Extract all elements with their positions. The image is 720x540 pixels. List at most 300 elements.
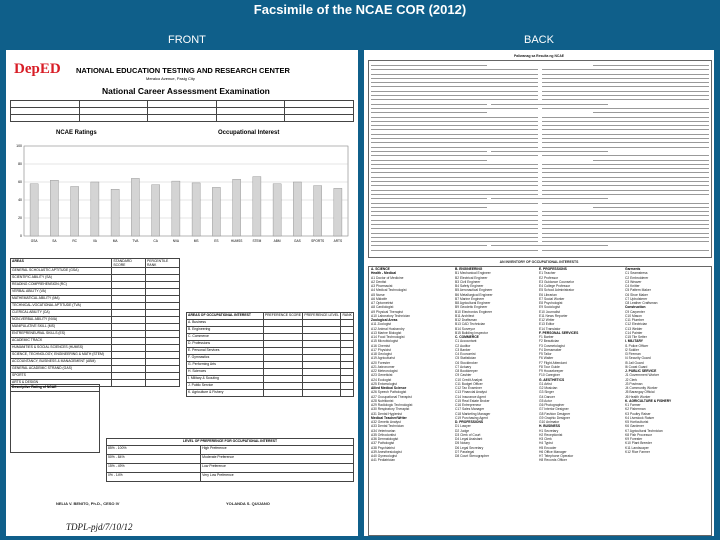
bar — [172, 181, 180, 236]
table-row — [11, 331, 180, 338]
back-box-title: Paliwanag sa Resulta ng NCAE — [513, 54, 565, 58]
bar — [334, 188, 342, 236]
inventory-item: J3 Postman — [625, 381, 643, 386]
inventory-item: B14 Surveyor — [455, 326, 475, 331]
interest-area-name: K. Agriculture & Fishery — [187, 390, 264, 397]
table-row — [187, 320, 354, 327]
inventory-item: B6 Metallurgical Engineer — [455, 292, 493, 297]
inventory-item: K12 Rice Farmer — [625, 449, 650, 454]
inventory-item: A34 Veterinarian — [371, 428, 396, 433]
table-row — [11, 345, 180, 352]
interest-area-name: D. Professions — [187, 341, 264, 348]
logo-text: DepED — [14, 61, 61, 77]
table-row — [11, 359, 180, 366]
inventory-item: I4 Security Guard — [625, 356, 651, 361]
inventory-item: G10 Animator — [539, 420, 560, 424]
y-tick-label: 60 — [18, 180, 22, 184]
inventory-item: K4 Livestock Raiser — [625, 415, 655, 420]
inventory-item: C14 Painter — [625, 330, 643, 335]
inventory-item: E13 Editor — [539, 322, 555, 327]
bar — [233, 179, 241, 236]
inventory-item: G1 Artist — [539, 381, 552, 386]
inventory-item: A25 Entomologist — [371, 381, 397, 386]
inventory-item: G8 Fashion Designer — [539, 411, 571, 416]
inventory-item: C13 Welder — [625, 326, 643, 331]
inventory-item: B12 Draftsman — [455, 318, 477, 322]
inventory-item: A17 Physicist — [371, 347, 391, 352]
inventory-item: E11 News Reporter — [539, 313, 568, 318]
inventory-item: C11 Budget Officer — [455, 381, 483, 386]
front-sheet — [6, 50, 358, 536]
table-row — [11, 352, 180, 359]
level-label: High Preference — [201, 446, 354, 455]
inventory-item: J2 Clerk — [625, 377, 638, 382]
inventory-item: J5 Barangay Official — [625, 390, 655, 395]
inventory-item: Health - Medical — [371, 271, 397, 276]
deped-logo — [14, 60, 61, 100]
inventory-item: C16 Entrepreneur — [455, 403, 482, 407]
x-tick-label: ES — [214, 239, 219, 243]
back-sheet — [364, 50, 714, 536]
table-row — [187, 334, 354, 341]
x-tick-label: ABM — [273, 239, 281, 243]
level-label: Very Low Preference — [201, 473, 354, 482]
inventory-item: D3 Clerk of Court — [455, 432, 481, 437]
inventory-item: D2 Judge — [455, 428, 470, 433]
inventory-item: C1 Seamstress — [625, 271, 648, 276]
inventory-item: A37 Pathologist — [371, 441, 395, 446]
inventory-item: D6 Legal Secretary — [455, 445, 484, 450]
table-row — [11, 282, 180, 289]
area-name: READING COMPREHENSION (RC) — [11, 282, 112, 289]
inventory-item: E7 Social Worker — [539, 296, 565, 301]
bar — [293, 182, 301, 236]
inventory-item: A33 Dental Technician — [371, 424, 404, 429]
inventory-item: A30 Respiratory Therapist — [371, 407, 410, 412]
interest-area-name: J. Public Service — [187, 383, 264, 390]
area-name: HUMANITIES & SOCIAL SCIENCES (HUMSS) — [11, 345, 112, 352]
inventory-item: Allied Medical Science — [371, 386, 407, 390]
inventory-item: C17 Sales Manager — [455, 407, 485, 412]
inventory-item: C13 Financial Analyst — [455, 390, 487, 395]
inventory-item: B11 Architect — [455, 313, 475, 318]
y-tick-label: 20 — [18, 216, 22, 220]
inventory-item: C7 Actuary — [455, 364, 472, 369]
bar — [50, 180, 58, 236]
area-name: ENTREPRENEURIAL SKILLS (ES) — [11, 331, 112, 338]
inventory-item: F4 Dressmaker — [539, 347, 562, 352]
x-tick-label: VA — [92, 239, 97, 243]
inventory-item: E6 Librarian — [539, 292, 557, 297]
interest-area-name: A. Business — [187, 320, 264, 327]
table-row — [11, 275, 180, 282]
inventory-item: K5 Horticulturist — [625, 420, 649, 424]
inventory-item: F8 Tour Guide — [539, 364, 560, 369]
inventory-item: C1 Accountant — [455, 339, 477, 344]
inventory-item: I1 Police Officer — [625, 343, 649, 348]
inventory-item: E1 Teacher — [539, 271, 556, 276]
inventory-item: A19 Agriculturist — [371, 356, 395, 361]
inventory-item: C10 Mason — [625, 313, 642, 318]
interest-area-name: G. Performing Arts — [187, 362, 264, 369]
inventory-item: A6 Midwife — [371, 296, 388, 301]
footer-code: TDPL-pjd/7/10/12 — [66, 522, 133, 532]
inventory-item: A28 Nutritionist — [371, 398, 394, 403]
inventory-item: D. PROFESSIONS — [455, 420, 484, 424]
percentile-header: PERCENTILE RANK — [145, 259, 179, 268]
inventory-item: E3 Guidance Counselor — [539, 279, 575, 284]
inventory-item: C15 Real Estate Broker — [455, 398, 490, 403]
y-tick-label: 0 — [20, 234, 22, 238]
inventory-item: B8 Agricultural Engineer — [455, 301, 491, 305]
area-name: GENERAL SCHOLASTIC APTITUDE (GSA) — [11, 268, 112, 275]
inventory-item: H7 Telephone Operator — [539, 454, 574, 458]
inventory-item: C6 Stockbroker — [455, 360, 478, 365]
interest-area-name: E. Personal Services — [187, 348, 264, 355]
inventory-item: B4 Safety Engineer — [455, 284, 484, 288]
interest-area-name: F. Gymnastics — [187, 355, 264, 362]
inventory-item: C7 Upholsterer — [625, 296, 648, 301]
inventory-item: C9 Carpenter — [625, 309, 645, 314]
inventory-item: F10 Caregiver — [539, 373, 560, 378]
inventory-item: D4 Legal Assistant — [455, 437, 483, 441]
inventory-item: E14 Translator — [539, 326, 561, 331]
x-tick-label: TVA — [132, 239, 139, 243]
inventory-col-2 — [455, 267, 537, 458]
inventory-item: A26 Speech Pathologist — [371, 390, 407, 395]
inventory-item: H2 Receptionist — [539, 432, 563, 437]
inventory-item: D7 Paralegal — [455, 449, 475, 454]
inventory-item: A15 Microbiologist — [371, 339, 398, 344]
table-row — [11, 289, 180, 296]
inventory-item: H6 Office Manager — [539, 449, 567, 454]
table-row — [107, 446, 354, 455]
inventory-title: AN INVENTORY OF OCCUPATIONAL INTERESTS — [499, 260, 579, 264]
levels-table — [106, 438, 354, 482]
col-head-engineering: B. ENGINEERING — [455, 267, 483, 271]
inventory-item: B3 Civil Engineer — [455, 279, 481, 284]
x-tick-label: RC — [72, 239, 77, 243]
inventory-item: A3 Pharmacist — [371, 284, 393, 288]
inventory-item: C15 Tile Setter — [625, 335, 647, 339]
bar — [71, 187, 79, 237]
bar — [131, 178, 139, 236]
area-name: SPORTS — [11, 373, 112, 380]
inventory-item: C5 Pattern Maker — [625, 288, 651, 293]
x-tick-label: SPORTS — [311, 239, 325, 243]
inventory-item: C11 Plumber — [625, 318, 644, 322]
inventory-item: C4 Economist — [455, 352, 476, 356]
x-tick-label: HUMSS — [230, 239, 243, 243]
inventory-item: A39 Anesthesiologist — [371, 449, 402, 454]
inventory-item: G6 Photographer — [539, 403, 565, 407]
page-number: 15 — [693, 518, 705, 529]
inventory-item: D8 Court Stenographer — [455, 454, 490, 458]
inventory-item: E12 Writer — [539, 318, 555, 322]
descriptive-title: Descriptive Rating of NCAE — [11, 385, 100, 392]
area-name: TECHNICAL-VOCATIONAL APTITUDE (TVA) — [11, 303, 112, 310]
bar — [314, 186, 322, 236]
inventory-item: G4 Dancer — [539, 394, 555, 399]
x-tick-label: STEM — [252, 239, 262, 243]
table-row — [11, 373, 180, 380]
inventory-item: Medical Teacher/Writer — [371, 415, 407, 420]
inventory-item: C5 Statistician — [455, 356, 477, 361]
inventory-item: A7 Optometrist — [371, 301, 393, 305]
area-name: MATHEMATICAL ABILITY (MA) — [11, 296, 112, 303]
inventory-item: D5 Notary — [455, 441, 470, 446]
ratings-chart — [10, 140, 354, 252]
text-line — [371, 248, 709, 252]
signatory-left: NELIA V. BENITO, Ph.D., CESO IV — [56, 501, 120, 506]
inventory-item: E10 Journalist — [539, 309, 560, 314]
inventory-item: C12 Tax Examiner — [455, 386, 482, 390]
area-name: ACADEMIC TRACK — [11, 338, 112, 345]
table-row — [187, 369, 354, 376]
inventory-item: H. BUSINESS — [539, 424, 561, 429]
inventory-item: E2 Professor — [539, 275, 559, 280]
signatory-right: YOLANDA S. QUIJANO — [226, 501, 270, 506]
table-row — [107, 473, 354, 482]
inventory-item: A41 Pediatrician — [371, 458, 396, 463]
inventory-item: G. AESTHETICS — [539, 377, 565, 382]
level-range: 0% - 14% — [107, 473, 201, 482]
occupational-interest-title: Occupational Interest — [218, 130, 280, 136]
x-tick-label: GAS — [294, 239, 301, 243]
inventory-item: F3 Cosmetologist — [539, 343, 565, 348]
inventory-item: C4 Knitter — [625, 284, 640, 288]
inventory-item: B2 Electrical Engineer — [455, 275, 488, 280]
inventory-item: G5 Actor — [539, 398, 552, 403]
inventory-item: K3 Poultry Raiser — [625, 411, 651, 416]
table-row — [11, 324, 180, 331]
level-range: 50% - 84% — [107, 455, 201, 464]
inventory-item: A1 Doctor of Medicine — [371, 275, 404, 280]
bar — [152, 185, 160, 236]
ncae-ratings-title: NCAE Ratings — [56, 130, 97, 136]
area-name: GENERAL ACADEMIC STRAND (GAS) — [11, 366, 112, 373]
inventory-item: E4 College Professor — [539, 284, 571, 288]
inventory-item: A27 Occupational Therapist — [371, 394, 412, 399]
org-header: NATIONAL EDUCATION TESTING AND RESEARCH CENTER — [76, 66, 290, 75]
interest-area-name: B. Engineering — [187, 327, 264, 334]
col-head-science: A. SCIENCE — [371, 267, 390, 271]
inventory-item: C19 Purchasing Agent — [455, 415, 488, 420]
col-head-garments: Garments — [625, 267, 641, 271]
inventory-item: C. COMMERCE — [455, 335, 479, 339]
col-head-professions: E. PROFESSIONS — [539, 267, 567, 271]
inventory-item: A32 Genetic Analyst — [371, 420, 401, 424]
bar — [192, 183, 200, 236]
inventory-item: C8 Leather Craftsman — [625, 301, 658, 305]
table-row — [11, 268, 180, 275]
inventory-item: K2 Fisherman — [625, 407, 646, 412]
inventory-item: F1 Barber — [539, 335, 554, 339]
inventory-item: A14 Food Technologist — [371, 335, 405, 339]
std-score-header: STANDARD SCORE — [112, 259, 146, 268]
inventory-item: A13 Marine Biologist — [371, 330, 402, 335]
area-name: SCIENTIFIC ABILITY (SA) — [11, 275, 112, 282]
area-name: NON-VERBAL ABILITY (NVA) — [11, 317, 112, 324]
inventory-item: C2 Auditor — [455, 343, 471, 348]
inventory-item: I6 Coast Guard — [625, 364, 648, 369]
inventory-item: K10 Plant Breeder — [625, 441, 652, 446]
interest-areas-header: AREAS OF OCCUPATIONAL INTEREST — [187, 313, 264, 320]
pref-score-header: PREFERENCE SCORE — [263, 313, 303, 320]
inventory-item: K. AGRICULTURE & FISHERY — [625, 398, 672, 403]
inventory-item: K1 Farmer — [625, 403, 641, 407]
inventory-item: K9 Forester — [625, 437, 643, 441]
inventory-item: G3 Singer — [539, 390, 554, 395]
area-name: ACCOUNTANCY, BUSINESS & MANAGEMENT (ABM) — [11, 359, 112, 366]
inventory-item: A2 Dentist — [371, 279, 387, 284]
inventory-item: F9 Housekeeper — [539, 369, 564, 373]
table-row — [187, 341, 354, 348]
inventory-item: B13 CAD Technician — [455, 322, 486, 327]
x-tick-label: GSA — [30, 239, 38, 243]
table-row — [187, 383, 354, 390]
table-row — [187, 376, 354, 383]
inventory-item: J4 Community Worker — [625, 386, 658, 390]
area-name: SCIENCE, TECHNOLOGY, ENGINEERING & MATH (STEM) — [11, 352, 112, 359]
exam-title: National Career Assessment Examination — [102, 86, 270, 96]
interest-area-name: H. Sciences — [187, 369, 264, 376]
level-range: 15% - 49% — [107, 464, 201, 473]
inventory-item: F5 Tailor — [539, 352, 552, 356]
inventory-item: J1 Government Worker — [625, 373, 660, 378]
inventory-item: A22 Meteorologist — [371, 369, 398, 373]
inventory-item: C8 Bookkeeper — [455, 369, 478, 373]
level-label: Low Preference — [201, 464, 354, 473]
y-tick-label: 80 — [18, 162, 22, 166]
inventory-item: A11 Zoologist — [371, 322, 391, 327]
table-row — [107, 455, 354, 464]
x-tick-label: SA — [52, 239, 57, 243]
inventory-item: A8 Cardiologist — [371, 305, 394, 310]
inventory-item: Construction — [625, 305, 646, 310]
bar — [30, 184, 38, 236]
inventory-item: C2 Embroiderer — [625, 275, 649, 280]
table-row — [187, 390, 354, 397]
inventory-item: C14 Insurance Agent — [455, 394, 486, 399]
inventory-col-4 — [625, 267, 709, 454]
inventory-item: F7 Flight Attendant — [539, 360, 567, 365]
area-name: VERBAL ABILITY (VA) — [11, 289, 112, 296]
inventory-item: K8 Fish Processor — [625, 432, 652, 437]
inventory-item: C3 Banker — [455, 347, 471, 352]
inventory-item: K7 Agricultural Technician — [625, 428, 663, 433]
inventory-item: H1 Secretary — [539, 428, 559, 433]
y-tick-label: 40 — [18, 198, 22, 202]
inventory-item: E8 Psychologist — [539, 301, 563, 305]
inventory-item: C18 Marketing Manager — [455, 411, 491, 416]
bar — [91, 182, 99, 236]
inventory-item: C3 Weaver — [625, 279, 642, 284]
inventory-item: C10 Credit Analyst — [455, 377, 483, 382]
table-row — [11, 338, 180, 345]
table-row — [187, 355, 354, 362]
student-info-table — [10, 100, 354, 122]
inventory-item: C6 Shoe Maker — [625, 292, 648, 297]
rank-header: RANK — [341, 313, 354, 320]
explanation-box — [368, 60, 712, 258]
inventory-item: F6 Waiter — [539, 356, 554, 361]
inventory-item: B5 Aeronautical Engineer — [455, 288, 493, 293]
inventory-item: H3 Clerk — [539, 437, 552, 441]
inventory-item: A10 Laboratory Technician — [371, 313, 410, 318]
x-tick-label: ARTS — [333, 239, 343, 243]
inventory-item: C9 Cashier — [455, 373, 472, 378]
inventory-item: B1 Mechanical Engineer — [455, 271, 491, 276]
inventory-item: J. PUBLIC SERVICE — [625, 369, 657, 373]
area-name: CLERICAL ABILITY (CA) — [11, 310, 112, 317]
table-row — [187, 348, 354, 355]
inventory-item: A20 Forester — [371, 360, 391, 365]
x-tick-label: NVA — [172, 239, 180, 243]
inventory-item: B7 Marine Engineer — [455, 296, 485, 301]
inventory-item: I3 Fireman — [625, 352, 641, 356]
interest-area-name: I. Military & Scouting — [187, 376, 264, 383]
inventory-item: G2 Musician — [539, 386, 558, 390]
table-row — [11, 303, 180, 310]
levels-title: LEVEL OF PREFERENCE FOR OCCUPATIONAL INTEREST — [107, 439, 354, 446]
table-row — [11, 317, 180, 324]
inventory-item: A40 Gynecologist — [371, 454, 397, 458]
front-label: FRONT — [168, 34, 206, 46]
inventory-col-1 — [371, 267, 453, 463]
inventory-item: A31 Dental Hygienist — [371, 411, 402, 416]
inventory-item: A18 Geologist — [371, 352, 392, 356]
inventory-item: I2 Soldier — [625, 347, 639, 352]
inventory-item: H8 Records Officer — [539, 458, 567, 463]
inventory-item: K6 Gardener — [625, 424, 644, 429]
inventory-item: H4 Typist — [539, 441, 553, 446]
interest-area-name: C. Commerce — [187, 334, 264, 341]
inventory-item: F. PERSONAL SERVICES — [539, 330, 579, 335]
bar — [212, 187, 220, 236]
inventory-item: C12 Electrician — [625, 322, 648, 327]
bar — [253, 177, 261, 236]
inventory-item: B9 Geodetic Engineer — [455, 305, 488, 310]
inventory-col-3 — [539, 267, 621, 463]
inventory-item: B15 Building Inspector — [455, 330, 488, 335]
inventory-item: D1 Lawyer — [455, 424, 471, 429]
inventory-item: I5 Jail Guard — [625, 360, 644, 365]
org-address: Meralco Avenue, Pasig City — [146, 76, 195, 81]
table-row — [187, 362, 354, 369]
inventory-item: J6 Health Worker — [625, 394, 651, 399]
inventory-item: I. MILITARY — [625, 339, 643, 344]
areas-table — [10, 258, 180, 387]
area-name: MANIPULATIVE SKILL (MS) — [11, 324, 112, 331]
inventory-item: A35 Orthodontist — [371, 432, 396, 437]
interest-table — [186, 312, 354, 397]
inventory-box — [368, 266, 712, 536]
inventory-item: A38 Psychiatrist — [371, 445, 395, 450]
x-tick-label: CA — [153, 239, 158, 243]
table-row — [11, 310, 180, 317]
inventory-item: E9 Sociologist — [539, 305, 560, 310]
x-tick-label: MS — [193, 239, 199, 243]
inventory-item: K11 Landscaper — [625, 445, 649, 450]
area-name: ARTS & DESIGN — [11, 380, 112, 387]
inventory-item: H5 Encoder — [539, 445, 557, 450]
inventory-item: E5 School Administrator — [539, 288, 575, 293]
inventory-item: Zoological Areas — [371, 318, 398, 322]
pref-level-header: PREFERENCE LEVEL — [303, 313, 341, 320]
back-label: BACK — [524, 34, 554, 46]
table-row — [187, 327, 354, 334]
